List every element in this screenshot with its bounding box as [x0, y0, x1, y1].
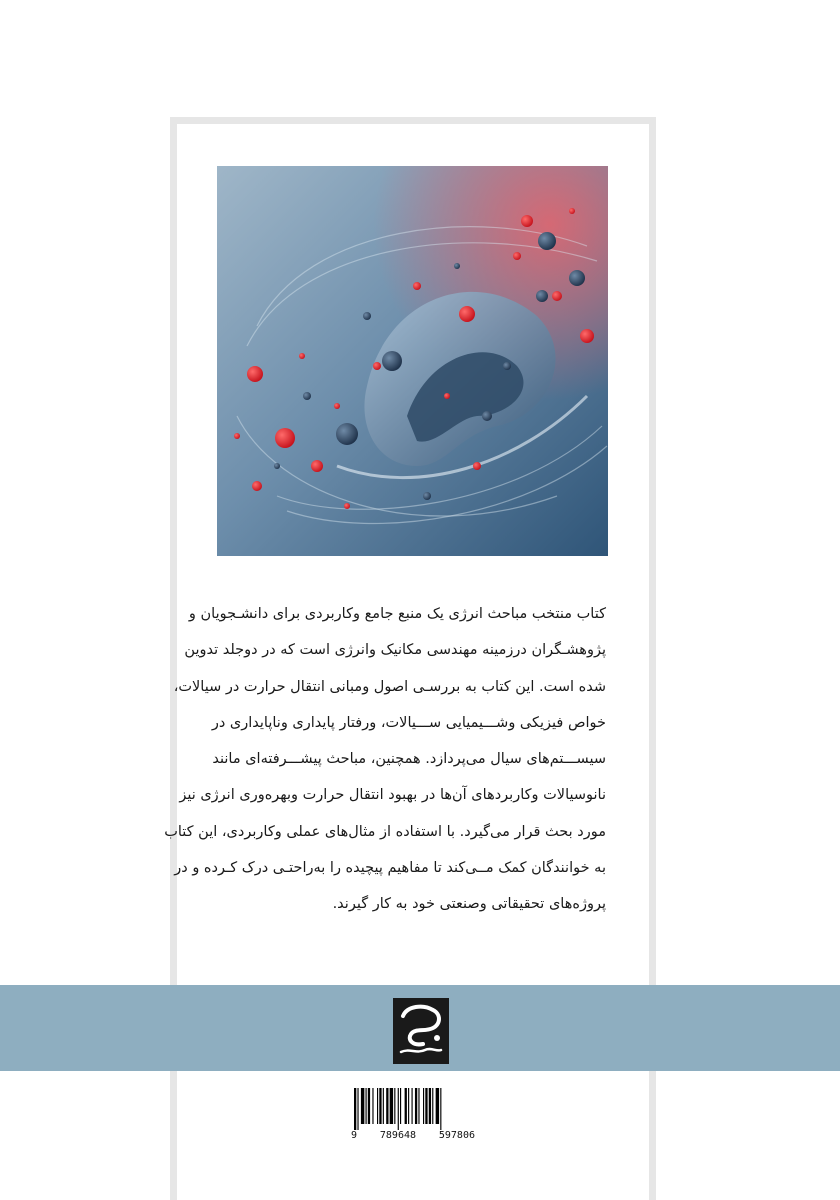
blurb-line: نانوسیالات وکاربردهای آن‌ها در بهبود انتقال حرارت وبهره‌وری انرژی نیز — [179, 787, 606, 804]
blurb-line: شده است. این کتاب به بررسـی اصول ومبانی انتقال حرارت در سیالات، — [173, 678, 606, 695]
blurb-line: مورد بحث قرار می‌گیرد. با استفاده از مثال‌های عملی وکاربردی، این کتاب — [164, 823, 606, 840]
barcode-digit-group-right: 597806 — [438, 1130, 475, 1141]
barcode-digit-prefix: 9 — [351, 1130, 358, 1141]
blurb-line: سیســـتم‌های سیال می‌پردازد. همچنین، مباحث پیشـــرفته‌ای مانند — [212, 751, 606, 768]
back-cover-blurb — [164, 596, 606, 923]
barcode-digits — [350, 1130, 476, 1141]
blurb-line: پژوهشـگران درزمینه مهندسی مکانیک وانرژی است که در دوجلد تدوین — [184, 642, 606, 659]
blurb-line: پروژه‌های تحقیقاتی وصنعتی خود به کار گیرند. — [332, 896, 606, 913]
blurb-line: به خوانندگان کمک مــی‌کند تا مفاهیم پیچیده را به‌راحتـی درک کـرده و در — [174, 860, 606, 877]
barcode-digit-group-left: 789648 — [379, 1130, 417, 1141]
publisher-logo-icon — [393, 998, 449, 1064]
blurb-line: کتاب منتخب مباحث انرژی یک منبع جامع وکاربردی برای دانشـجویان و — [188, 606, 606, 622]
fluid-particles-illustration-icon — [217, 166, 608, 556]
blurb-line: خواص فیزیکی وشـــیمیایی ســـیالات، ورفتار پایداری وناپایداری در — [211, 714, 606, 731]
cover-illustration — [217, 166, 608, 556]
